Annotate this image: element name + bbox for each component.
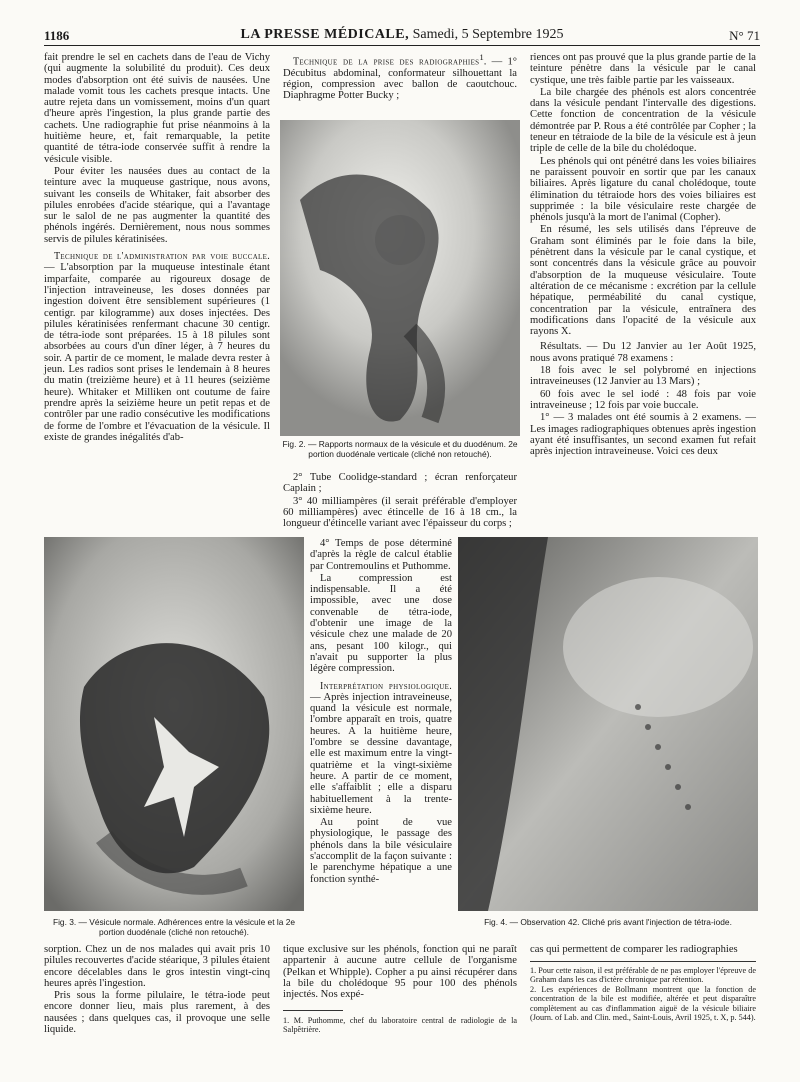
footnote-divider xyxy=(530,961,756,962)
footnote-3: 2. Les expériences de Bollmann montrent que la fonction de concentration de la bile est modifiée, altérée et peut disparaître complètement au cas d'inflammation aiguë de la vésicule biliaire (Journ. of Lab. and Clin. med., Saint-Louis, Avril 1925, t. X, p. 544). xyxy=(530,984,756,1023)
paragraph-text: — L'absorption par la muqueuse intestinale étant imparfaite, comparée au rigoureux dosage de l'injection intraveineuse, les doses données par ingestion doivent être sensiblement supérieures (1 centigr. par kilogramme) aux doses injectées. Des pilules kératinisées renfermant chacune 30 centigr. de tétra-iode sont préparées. 15 à 18 pilules sont absorbées au cours d'un dîner léger, à 7 heures du soir. A partir de ce moment, le malade devra rester à jeun. Les radios sont prises le lendemain à 8 heures du matin (treizième heure) et à 11 heures (seizième heure). Whitaker et Milliken ont coutume de faire prendre après la seizième heure un petit repas et de contrôler par une radio consécutive les modifications de forme de l'ombre et l'évacuation de la vésicule. Il existe de grandes inégalités d'ab- xyxy=(44,262,270,443)
paragraph: 1° — 3 malades ont été soumis à 2 examens. — Les images radiographiques obtenues après ingestion ayant été insuffisantes, un second examen fut refait après injection intraveineuse. Voici ces deux xyxy=(530,412,756,458)
footnote-2: 1. Pour cette raison, il est préférable de ne pas employer l'épreuve de Graham dans les cas d'ictère chronique par rétention. xyxy=(530,966,756,985)
journal-name: LA PRESSE MÉDICALE, xyxy=(240,27,410,42)
column-2-list xyxy=(283,472,517,530)
paragraph xyxy=(44,251,270,443)
paragraph: Pour éviter les nausées dues au contact de la teinture avec la muqueuse gastrique, nous avons, suivant les conseils de Whitaker, fait absorber des pilules enrobées d'acide stéarique, qui a l'avantage sur le salol de ne pas augmenter la quantité des phénols ingérés. Dernièrement, nous nous sommes servis de pilules kératinisées. xyxy=(44,165,270,245)
paragraph-text: — 1° Décubitus abdominal, conformateur silhouettant la région, compression avec ballon de caoutchouc. Diaphragme Potter Bucky ; xyxy=(283,56,518,102)
paragraph: 2° Tube Coolidge-standard ; écran renforçateur Caplain ; xyxy=(283,472,517,495)
paragraph: tique exclusive sur les phénols, fonction qui ne paraît appartenir à aucune autre cellule de l'organisme (Pelkan et Whipple). Copher a pu ainsi récupérer dans la bile du cholédoque 95 pour 100 des phénols injectés. Nos expé- xyxy=(283,944,517,1001)
column-3-text xyxy=(530,52,756,458)
paragraph: 60 fois avec le sel iodé : 48 fois par voie intraveineuse ; 12 fois par voie buccale. xyxy=(530,388,756,411)
paragraph: fait prendre le sel en cachets dans de l'eau de Vichy (qui augmente la solubilité du produit). Ces deux modes d'absorption ont été suivis de nausées. Une malade vomit tous les cachets presque intacts. Une autre rejeta dans un vomissement, moins d'un quart d'heure après l'ingestion, la plus grande partie des cachets. Une radiographie fut prise néanmoins à la huitième heure, et, fait remarquable, la petite quantité de tétra-iode conservée suffit à rendre la vésicule visible. xyxy=(44,52,270,165)
section-heading: Interprétation physiologique. xyxy=(320,680,452,692)
paragraph: Résultats. — Du 12 Janvier au 1er Août 1925, nous avons pratiqué 78 examens : xyxy=(530,341,756,364)
paragraph: 18 fois avec le sel polybromé en injections intraveineuses (12 Janvier au 13 Mars) ; xyxy=(530,365,756,388)
journal-title-line xyxy=(44,27,760,43)
paragraph: En résumé, les sels utilisés dans l'épreuve de Graham sont éliminés par le foie dans la bile, pénètrent dans la vésicule par le canal cystique, et sont concentrés dans la vésicule grâce au pouvoir d'absorption de la muqueuse vésiculaire. Toute altération de ce mécanisme : excrétion par la cellule hépatique, perméabilité du canal cystique, concentration par la vésicule, entraînera des modifications dans l'opacité de la vésicule aux rayons X. xyxy=(530,224,756,338)
figure-3-xray xyxy=(44,537,304,911)
page-number: 1186 xyxy=(44,28,70,43)
paragraph: 3° 40 milliampères (il serait préférable d'employer 60 milliampères) avec étincelle de 16 à 18 cm., la longueur d'étincelle variant avec l'épaisseur du corps ; xyxy=(283,495,517,530)
issue-date: Samedi, 5 Septembre 1925 xyxy=(412,27,564,42)
section-heading: Technique de l'administration par voie buccale. xyxy=(54,251,270,263)
paragraph: sorption. Chez un de nos malades qui avait pris 10 pilules recouvertes d'acide stéarique, 3 pilules étaient encore décelables dans le gros intestin vingt-cinq heures après l'ingestion. xyxy=(44,944,270,989)
column-2-text xyxy=(283,52,517,103)
paragraph: La compression est indispensable. Il a été impossible, avec une dose convenable de tétra-iode, d'obtenir une image de la vésicule chez une malade de 20 ans, pesant 100 kilogr., qui n'avait pu supporter la plus légère compression. xyxy=(310,572,452,675)
footnote-1: 1. M. Puthomme, chef du laboratoire central de radiologie de la Salpêtrière. xyxy=(283,1016,517,1035)
paragraph: Technique de la prise des radiographies$^1$. — 1° Décubitus abdominal, conformateur silhouettant la région, compression avec ballon de caoutchouc. Diaphragme Potter Bucky ; xyxy=(283,52,518,102)
footnote-divider xyxy=(283,1010,343,1011)
paragraph: riences ont pas prouvé que la plus grande partie de la teinture pénètre dans la vésicule par le canal cystique, une très faible partie par les vaisseaux. xyxy=(530,52,756,86)
paragraph: 4° Temps de pose déterminé d'après la règle de calcul établie par Contremoulins et Puthomme. xyxy=(310,538,452,572)
paragraph: Au point de vue physiologique, le passage des phénols dans la bile vésiculaire s'accomplit de la façon suivante : le parenchyme hépatique a une fonction synthé- xyxy=(310,817,452,885)
paragraph-text: — Après injection intraveineuse, quand la vésicule est normale, l'ombre apparaît en trois, quatre heures. A la huitième heure, l'ombre se dessine davantage, elle est maximum entre la vingt-quatrième et la vingt-sixième heure. A partir de ce moment, elle s'affaiblit ; elle a disparu habituellement à la trente-sixième heure. xyxy=(310,691,452,816)
figure-2-xray xyxy=(280,120,520,436)
paragraph: cas qui permettent de comparer les radiographies xyxy=(530,944,738,955)
bottom-left-text xyxy=(44,944,270,1036)
section-heading: Technique de la prise des radiographies xyxy=(293,56,480,68)
bottom-right-text xyxy=(530,944,756,956)
figure-4-xray xyxy=(458,537,758,911)
paragraph: La bile chargée des phénols est alors concentrée dans la vésicule pendant l'intervalle des digestions. Cette fonction de concentration de la vésicule démontrée par P. Rous a été contrôlée par Copher ; la teneur en tétraiode de la bile de la vésicule est à jeun triple de celle de la bile du cholédoque. xyxy=(530,86,756,155)
paragraph: Pris sous la forme pilulaire, le tétra-iode peut encore donner lieu, mais plus rarement, à des nausées ; dans quelques cas, il provoque une selle liquide. xyxy=(44,990,270,1036)
figure-4-caption: Fig. 4. — Observation 42. Cliché pris avant l'injection de tétra-iode. xyxy=(484,917,732,927)
figure-2-caption: Fig. 2. — Rapports normaux de la vésicule et du duodénum. 2e portion duodénale verticale (cliché non retouché). xyxy=(282,439,518,459)
middle-column-text xyxy=(310,538,452,886)
issue-number: N° 71 xyxy=(729,28,760,43)
page-header xyxy=(44,26,760,46)
footnotes-right xyxy=(530,966,756,1022)
column-1-text xyxy=(44,52,270,444)
paragraph xyxy=(310,681,452,817)
paragraph: Les phénols qui ont pénétré dans les voies biliaires ne paraissent pouvoir en sortir que par les canaux biliaires. Après ligature du canal cholédoque, toute élimination du tétraiode hors des voies biliaires est supprimée : la bile vésiculaire reste chargée de phénols jusqu'à la mort de l'animal (Copher). xyxy=(530,155,756,224)
bottom-middle-text xyxy=(283,944,517,1001)
figure-3-caption: Fig. 3. — Vésicule normale. Adhérences entre la vésicule et la 2e portion duodénale (cliché non retouché). xyxy=(52,917,296,937)
